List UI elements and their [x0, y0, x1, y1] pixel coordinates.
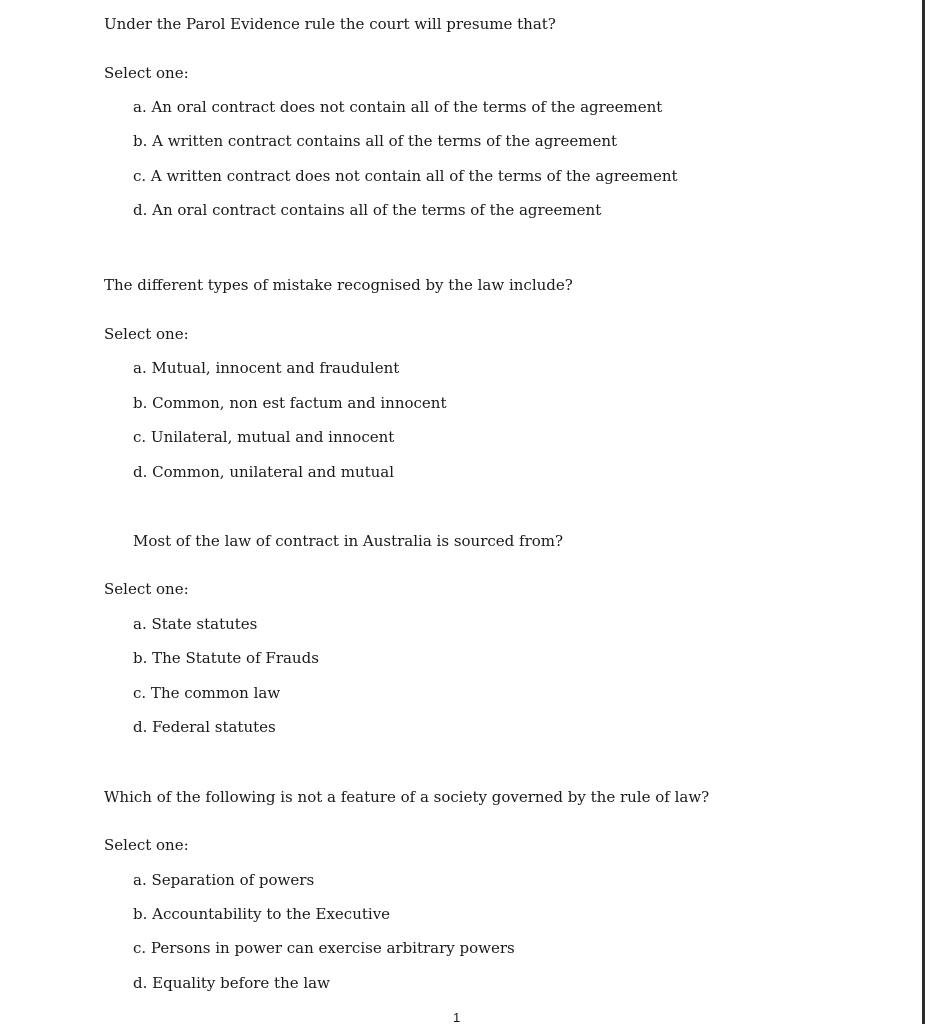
question-2-option-a[interactable]: a. Mutual, innocent and fraudulent	[133, 359, 400, 377]
question-3-option-b[interactable]: b. The Statute of Frauds	[133, 649, 319, 667]
question-1-option-b[interactable]: b. A written contract contains all of the terms of the agreement	[133, 132, 618, 150]
question-4-select-label: Select one:	[104, 836, 189, 854]
question-4-option-c[interactable]: c. Persons in power can exercise arbitrary powers	[133, 939, 515, 957]
question-2-option-b[interactable]: b. Common, non est factum and innocent	[133, 394, 447, 412]
question-1-option-a[interactable]: a. An oral contract does not contain all of the terms of the agreement	[133, 98, 663, 116]
question-3-option-c[interactable]: c. The common law	[133, 684, 281, 702]
question-3-text: Most of the law of contract in Australia is sourced from?	[133, 532, 564, 550]
question-2-option-c[interactable]: c. Unilateral, mutual and innocent	[133, 428, 395, 446]
question-4-option-a[interactable]: a. Separation of powers	[133, 871, 315, 889]
question-1-text: Under the Parol Evidence rule the court will presume that?	[104, 15, 556, 33]
question-1-option-c[interactable]: c. A written contract does not contain all of the terms of the agreement	[133, 167, 678, 185]
question-4-option-b[interactable]: b. Accountability to the Executive	[133, 905, 391, 923]
question-2-select-label: Select one:	[104, 325, 189, 343]
question-2-option-d[interactable]: d. Common, unilateral and mutual	[133, 463, 395, 481]
question-1-select-label: Select one:	[104, 64, 189, 82]
question-3-select-label: Select one:	[104, 580, 189, 598]
question-1-option-d[interactable]: d. An oral contract contains all of the terms of the agreement	[133, 201, 602, 219]
question-3-option-a[interactable]: a. State statutes	[133, 615, 258, 633]
question-2-text: The different types of mistake recognised by the law include?	[104, 276, 573, 294]
page-number: 1	[453, 1010, 461, 1025]
question-4-option-d[interactable]: d. Equality before the law	[133, 974, 330, 992]
question-3-option-d[interactable]: d. Federal statutes	[133, 718, 276, 736]
question-4-text: Which of the following is not a feature of a society governed by the rule of law?	[104, 788, 710, 806]
